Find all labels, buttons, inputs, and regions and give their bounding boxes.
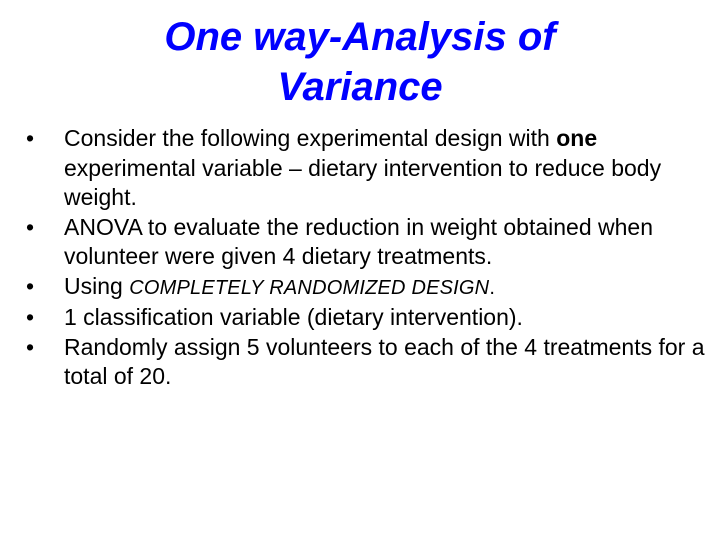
bullet-item-design-description <box>26 124 706 213</box>
slide-title <box>100 12 620 112</box>
bullet-icon: • <box>26 125 35 151</box>
title-line-2: Variance <box>277 65 443 109</box>
bullet-text: experimental variable – dietary intervention to reduce body weight. <box>64 154 662 210</box>
design-name: COMPLETELY RANDOMIZED DESIGN <box>129 276 490 299</box>
bullet-text: Randomly assign 5 volunteers to each of the 4 treatments for a total of 20. <box>64 333 705 389</box>
bullet-list <box>26 124 706 392</box>
bullet-icon: • <box>26 213 35 240</box>
bullet-text: Using <box>64 272 130 299</box>
bullet-item-classification <box>26 303 706 333</box>
bullet-item-anova <box>26 213 706 272</box>
bullet-icon: • <box>26 272 35 299</box>
bullet-emphasis: one <box>556 125 598 151</box>
bullet-text: ANOVA to evaluate the reduction in weight obtained when volunteer were given 4 dietary treatments. <box>64 213 654 269</box>
bullet-icon: • <box>26 333 35 360</box>
bullet-icon: • <box>26 304 35 330</box>
bullet-item-design-type <box>26 272 706 304</box>
title-line-1: One way-Analysis of <box>164 15 556 59</box>
bullet-item-assignment <box>26 333 706 392</box>
bullet-text: . <box>489 276 495 299</box>
bullet-text: Consider the following experimental design with <box>64 125 557 151</box>
bullet-text: 1 classification variable (dietary intervention). <box>64 304 523 330</box>
